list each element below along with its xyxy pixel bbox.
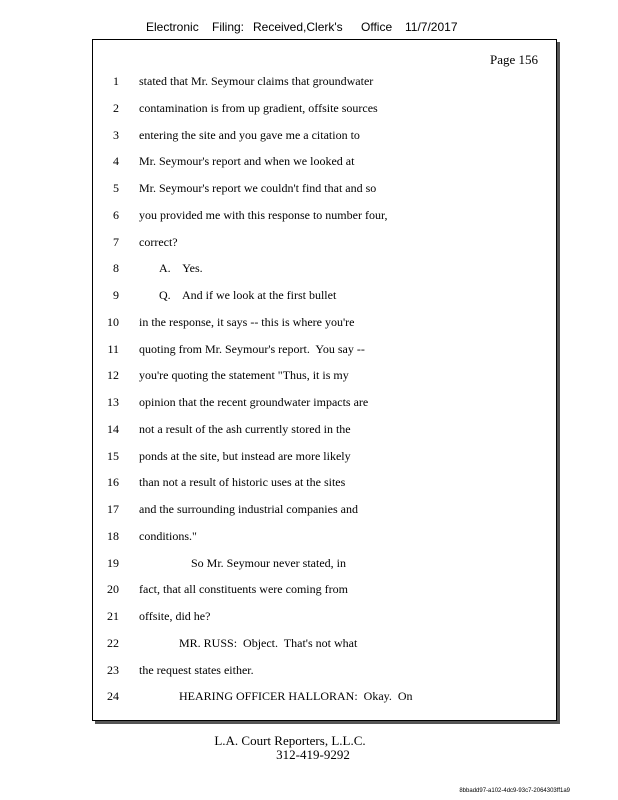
transcript-line [93, 368, 556, 395]
line-number: 13 [107, 395, 119, 409]
line-text: correct? [139, 234, 178, 249]
reporter-company: L.A. Court Reporters, L.L.C. [214, 733, 366, 748]
transcript-line [93, 663, 556, 690]
line-number: 5 [113, 181, 119, 195]
line-number: 14 [107, 421, 119, 436]
line-text: A. Yes. [159, 261, 203, 276]
line-number: 9 [113, 288, 119, 302]
reporter-phone: 312-419-9292 [276, 747, 350, 762]
line-text: you're quoting the statement "Thus, it is my [139, 368, 349, 383]
transcript-line [93, 181, 556, 208]
transcript-line [93, 261, 556, 288]
filing-stamp-date: 11/7/2017 [405, 20, 458, 34]
line-number: 12 [107, 368, 119, 383]
line-text: not a result of the ash currently stored in the [139, 421, 351, 436]
line-number: 23 [107, 662, 119, 677]
line-text: Q. And if we look at the first bullet [159, 288, 337, 302]
transcript-line [93, 689, 556, 716]
line-text: ponds at the site, but instead are more likely [139, 448, 351, 463]
transcript-line [93, 529, 556, 556]
line-text: contamination is from up gradient, offsite sources [139, 100, 378, 115]
line-number: 1 [113, 74, 119, 88]
line-number: 7 [113, 234, 119, 249]
line-number: 15 [107, 448, 119, 463]
transcript-line [93, 288, 556, 315]
line-number: 21 [107, 609, 119, 623]
line-number: 24 [107, 689, 119, 704]
line-number: 19 [107, 555, 119, 570]
line-text: the request states either. [139, 662, 254, 677]
line-text: and the surrounding industrial companies and [139, 502, 358, 516]
line-text: stated that Mr. Seymour claims that groundwater [139, 74, 374, 88]
line-number: 20 [107, 582, 119, 597]
transcript-page [92, 39, 557, 721]
transcript-line [93, 74, 556, 101]
line-text: than not a result of historic uses at the sites [139, 475, 346, 490]
reporter-footer [0, 734, 580, 762]
line-text: in the response, it says -- this is where you're [139, 314, 355, 329]
transcript-line [93, 128, 556, 155]
transcript-lines [93, 74, 556, 716]
line-number: 16 [107, 475, 119, 490]
line-number: 17 [107, 502, 119, 516]
filing-stamp [146, 20, 458, 34]
transcript-line [93, 422, 556, 449]
line-text: entering the site and you gave me a citation to [139, 127, 360, 142]
line-text: conditions." [139, 528, 197, 543]
line-number: 2 [113, 100, 119, 115]
transcript-line [93, 636, 556, 663]
document-hash: 8bbadd97-a102-4dc9-93c7-2064303ff1a9 [459, 788, 570, 794]
line-number: 4 [113, 154, 119, 169]
line-text: HEARING OFFICER HALLORAN: Okay. On [179, 689, 413, 704]
transcript-line [93, 235, 556, 262]
transcript-line [93, 449, 556, 476]
line-text: Mr. Seymour's report and when we looked at [139, 154, 355, 169]
transcript-line [93, 609, 556, 636]
transcript-line [93, 556, 556, 583]
transcript-line [93, 475, 556, 502]
transcript-line [93, 315, 556, 342]
line-text: you provided me with this response to number four, [139, 207, 388, 222]
line-number: 3 [113, 127, 119, 142]
line-number: 8 [113, 261, 119, 276]
filing-stamp-filing: Filing: [212, 20, 245, 34]
filing-stamp-electronic: Electronic [146, 20, 199, 34]
transcript-line [93, 101, 556, 128]
transcript-line [93, 154, 556, 181]
line-number: 18 [107, 528, 119, 543]
transcript-line [93, 208, 556, 235]
line-text: offsite, did he? [139, 609, 211, 623]
line-text: MR. RUSS: Object. That's not what [179, 635, 358, 650]
line-text: quoting from Mr. Seymour's report. You say -- [139, 341, 365, 356]
filing-stamp-received: Received,Clerk's [253, 20, 343, 34]
transcript-line [93, 502, 556, 529]
line-number: 11 [107, 341, 119, 356]
line-number: 6 [113, 207, 119, 222]
line-text: So Mr. Seymour never stated, in [191, 555, 346, 570]
line-text: Mr. Seymour's report we couldn't find that and so [139, 181, 377, 195]
transcript-line [93, 582, 556, 609]
line-text: fact, that all constituents were coming from [139, 582, 348, 597]
line-number: 10 [107, 314, 119, 329]
line-text: opinion that the recent groundwater impacts are [139, 395, 369, 409]
transcript-line [93, 395, 556, 422]
transcript-line [93, 342, 556, 369]
filing-stamp-office: Office [361, 20, 393, 34]
line-number: 22 [107, 635, 119, 650]
page-number: Page 156 [489, 52, 538, 67]
